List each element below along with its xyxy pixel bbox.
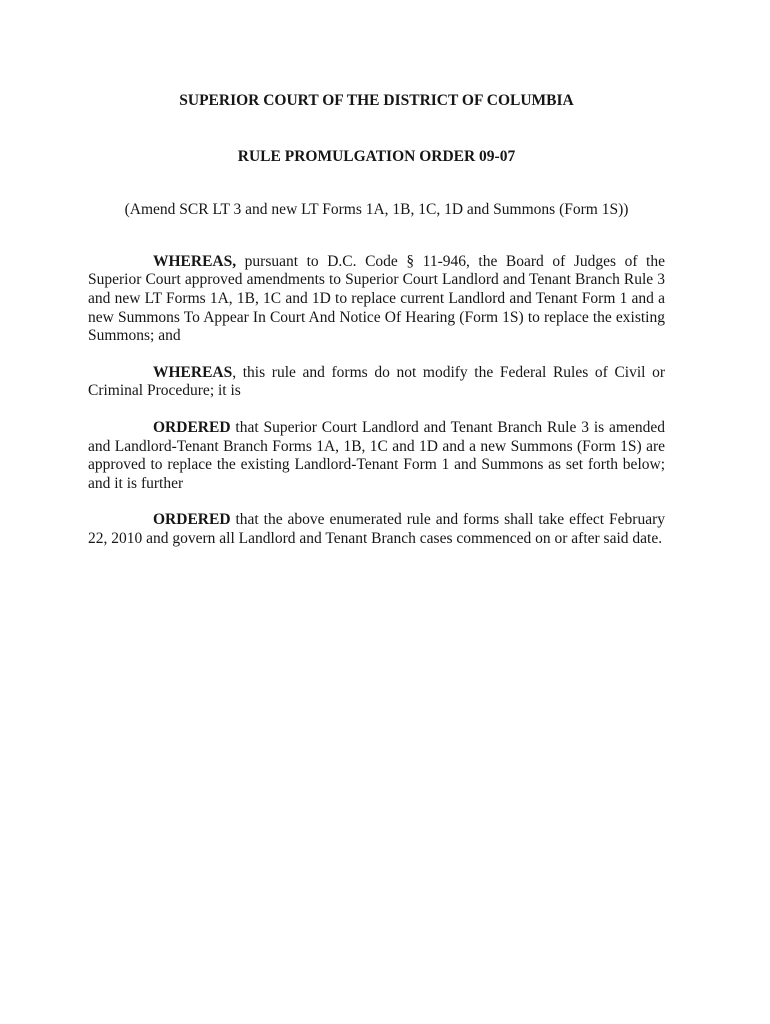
paragraph-text: that Superior Court Landlord and Tenant Branch Rule 3 is amended and Landlord-Tenant Branch Forms 1A, 1B, 1C and 1D and a new Summons (Form 1S) are approved to replace the existing Landlord-Tenant Form 1 and Summons as set forth below; and it is further [88,418,665,492]
paragraph-lead: ORDERED [153,511,231,529]
order-title: RULE PROMULGATION ORDER 09-07 [237,147,516,165]
paragraph-lead: WHEREAS, [153,252,237,270]
subject-line: (Amend SCR LT 3 and new LT Forms 1A, 1B, 1C, 1D and Summons (Form 1S)) [124,201,629,219]
court-title: SUPERIOR COURT OF THE DISTRICT OF COLUMBIA [179,92,574,109]
paragraph-ordered-1 [88,419,665,493]
paragraph-whereas-2 [88,364,665,401]
paragraph-text: , this rule and forms do not modify the Federal Rules of Civil or Criminal Procedure; it is [88,363,665,400]
paragraph-lead: ORDERED [153,418,231,436]
paragraph-text: that the above enumerated rule and forms shall take effect February 22, 2010 and govern all Landlord and Tenant Branch cases commenced on or after said date. [88,511,665,547]
order-body [88,253,665,549]
paragraph-ordered-2 [88,511,665,548]
paragraph-lead: WHEREAS [153,363,233,381]
paragraph-text: pursuant to D.C. Code § 11-946, the Board of Judges of the Superior Court approved amendments to Superior Court Landlord and Tenant Branch Rule 3 and new LT Forms 1A, 1B, 1C and 1D to replace current Landlord and Tenant Form 1 and a new Summons To Appear In Court And Notice Of Hearing (Form 1S) to replace the existing Summons; and [88,252,665,345]
paragraph-whereas-1 [88,253,665,346]
